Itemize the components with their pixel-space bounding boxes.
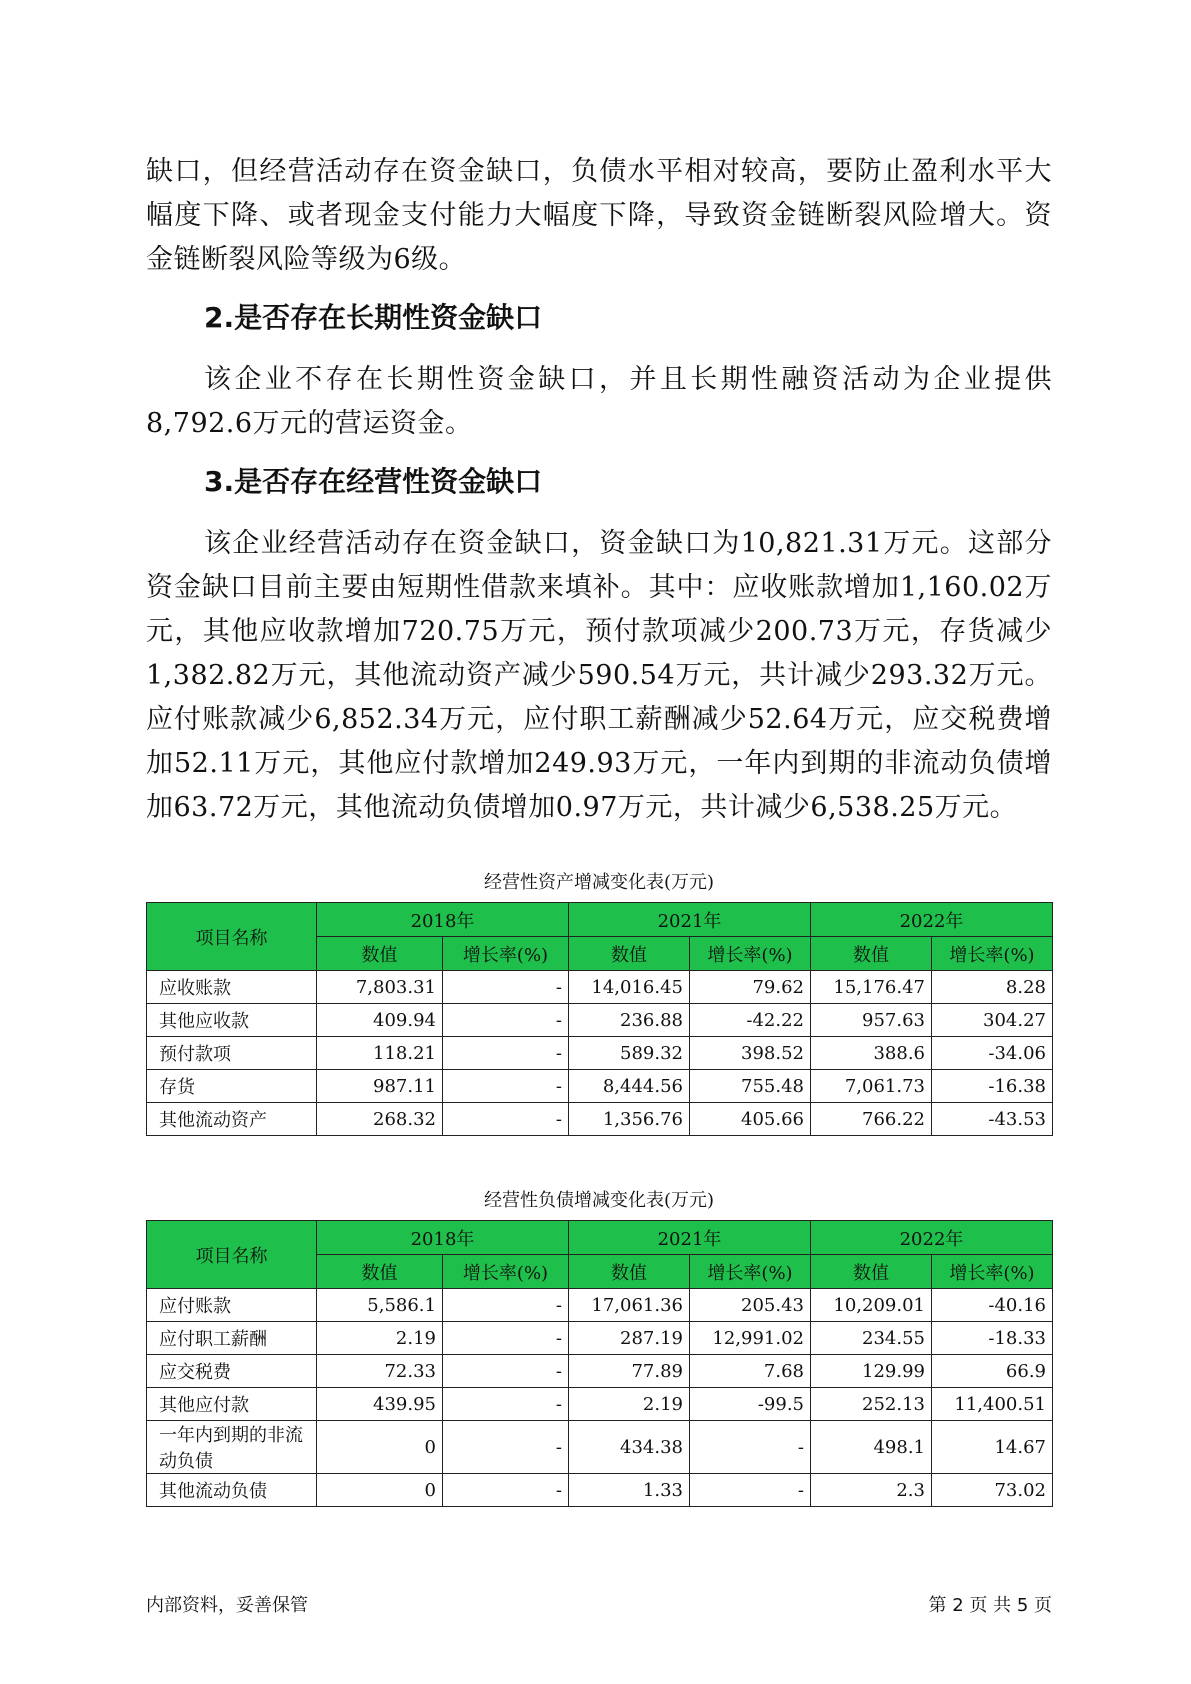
growth-rate-cell: -18.33 [932, 1322, 1053, 1355]
growth-rate-cell: 12,991.02 [690, 1322, 811, 1355]
value-subheader: 数值 [811, 937, 932, 971]
year-header: 2018年 [317, 1221, 569, 1255]
growth-rate-cell: -99.5 [690, 1388, 811, 1421]
paragraph-funding-gap-summary: 缺口，但经营活动存在资金缺口，负债水平相对较高，要防止盈利水平大幅度下降、或者现金支付能力大幅度下降，导致资金链断裂风险增大。资金链断裂风险等级为6级。 [146, 156, 1052, 275]
rate-subheader: 增长率(%) [690, 1255, 811, 1289]
paragraph-long-term-gap: 该企业不存在长期性资金缺口，并且长期性融资活动为企业提供8,792.6万元的营运资金。 [146, 364, 1052, 439]
value-cell: 957.63 [811, 1004, 932, 1037]
value-cell: 589.32 [569, 1037, 690, 1070]
growth-rate-cell: 73.02 [932, 1474, 1053, 1507]
growth-rate-cell: - [443, 1421, 569, 1474]
value-cell: 268.32 [317, 1103, 443, 1136]
value-cell: 1.33 [569, 1474, 690, 1507]
growth-rate-cell: - [443, 1070, 569, 1103]
growth-rate-cell: -40.16 [932, 1289, 1053, 1322]
rate-subheader: 增长率(%) [932, 937, 1053, 971]
year-header: 2018年 [317, 903, 569, 937]
liability-table-caption: 经营性负债增减变化表(万元) [483, 1190, 715, 1211]
section-heading-operating-gap: 3.是否存在经营性资金缺口 [204, 465, 543, 498]
year-header: 2022年 [811, 1221, 1053, 1255]
confidential-note: 内部资料，妥善保管 [146, 1595, 308, 1616]
value-subheader: 数值 [317, 1255, 443, 1289]
value-cell: 15,176.47 [811, 971, 932, 1004]
row-item-name: 存货 [147, 1070, 317, 1103]
value-cell: 987.11 [317, 1070, 443, 1103]
growth-rate-cell: - [443, 1388, 569, 1421]
year-header: 2022年 [811, 903, 1053, 937]
table-row [147, 1037, 1053, 1070]
row-item-name: 应收账款 [147, 971, 317, 1004]
item-name-header: 项目名称 [147, 903, 317, 971]
year-header: 2021年 [569, 1221, 811, 1255]
value-cell: 236.88 [569, 1004, 690, 1037]
row-item-name: 其他应收款 [147, 1004, 317, 1037]
value-cell: 234.55 [811, 1322, 932, 1355]
liability-table-section [146, 1186, 1052, 1507]
value-cell: 72.33 [317, 1355, 443, 1388]
value-cell: 766.22 [811, 1103, 932, 1136]
growth-rate-cell: -42.22 [690, 1004, 811, 1037]
table-row [147, 1289, 1053, 1322]
growth-rate-cell: - [690, 1421, 811, 1474]
asset-table-section [146, 868, 1052, 1136]
value-cell: 2.19 [569, 1388, 690, 1421]
growth-rate-cell: - [443, 1037, 569, 1070]
growth-rate-cell: 7.68 [690, 1355, 811, 1388]
value-cell: 8,444.56 [569, 1070, 690, 1103]
value-cell: 118.21 [317, 1037, 443, 1070]
section-heading-long-term-gap: 2.是否存在长期性资金缺口 [204, 301, 543, 334]
value-subheader: 数值 [317, 937, 443, 971]
table-row [147, 1322, 1053, 1355]
growth-rate-cell: - [443, 971, 569, 1004]
value-cell: 7,803.31 [317, 971, 443, 1004]
growth-rate-cell: - [443, 1355, 569, 1388]
rate-subheader: 增长率(%) [443, 1255, 569, 1289]
growth-rate-cell: - [690, 1474, 811, 1507]
value-cell: 7,061.73 [811, 1070, 932, 1103]
value-cell: 409.94 [317, 1004, 443, 1037]
asset-table-caption: 经营性资产增减变化表(万元) [483, 872, 715, 893]
rate-subheader: 增长率(%) [932, 1255, 1053, 1289]
row-item-name: 一年内到期的非流动负债 [147, 1421, 317, 1474]
liability-table-body [147, 1289, 1053, 1507]
row-item-name: 应付职工薪酬 [147, 1322, 317, 1355]
value-subheader: 数值 [569, 1255, 690, 1289]
growth-rate-cell: 304.27 [932, 1004, 1053, 1037]
growth-rate-cell: 405.66 [690, 1103, 811, 1136]
value-cell: 0 [317, 1421, 443, 1474]
table-row [147, 1070, 1053, 1103]
growth-rate-cell: 11,400.51 [932, 1388, 1053, 1421]
growth-rate-cell: 79.62 [690, 971, 811, 1004]
growth-rate-cell: 205.43 [690, 1289, 811, 1322]
value-subheader: 数值 [811, 1255, 932, 1289]
row-item-name: 应交税费 [147, 1355, 317, 1388]
table-row [147, 1004, 1053, 1037]
growth-rate-cell: - [443, 1004, 569, 1037]
growth-rate-cell: - [443, 1289, 569, 1322]
growth-rate-cell: -43.53 [932, 1103, 1053, 1136]
table-row [147, 1388, 1053, 1421]
value-cell: 10,209.01 [811, 1289, 932, 1322]
value-cell: 17,061.36 [569, 1289, 690, 1322]
year-header: 2021年 [569, 903, 811, 937]
value-cell: 5,586.1 [317, 1289, 443, 1322]
value-cell: 1,356.76 [569, 1103, 690, 1136]
table-row [147, 1355, 1053, 1388]
growth-rate-cell: 14.67 [932, 1421, 1053, 1474]
value-cell: 129.99 [811, 1355, 932, 1388]
row-item-name: 其他应付款 [147, 1388, 317, 1421]
growth-rate-cell: -34.06 [932, 1037, 1053, 1070]
value-cell: 2.19 [317, 1322, 443, 1355]
growth-rate-cell: 398.52 [690, 1037, 811, 1070]
page-footer [146, 1591, 1052, 1621]
row-item-name: 预付款项 [147, 1037, 317, 1070]
paragraph-operating-gap: 该企业经营活动存在资金缺口，资金缺口为10,821.31万元。这部分资金缺口目前主要由短期性借款来填补。其中：应收账款增加1,160.02万元，其他应收款增加720.75万元，预付款项减少200.73万元，存货减少1,382.82万元，其他流动资产减少590.54万元，共计减少293.32万元。应付账款减少6,852.34万元，应付职工薪酬减少52.64万元，应交税费增加52.11万元，其他应付款增加249.93万元，一年内到期的非流动负债增加63.72万元，其他流动负债增加0.97万元，共计减少6,538.25万元。 [146, 528, 1052, 823]
value-cell: 14,016.45 [569, 971, 690, 1004]
table-row [147, 971, 1053, 1004]
liability-change-table [146, 1220, 1053, 1507]
value-cell: 77.89 [569, 1355, 690, 1388]
row-item-name: 其他流动负债 [147, 1474, 317, 1507]
table-row [147, 1421, 1053, 1474]
page-number: 第 2 页 共 5 页 [928, 1595, 1052, 1616]
asset-table-body [147, 971, 1053, 1136]
value-cell: 498.1 [811, 1421, 932, 1474]
value-cell: 434.38 [569, 1421, 690, 1474]
table-row [147, 1103, 1053, 1136]
value-subheader: 数值 [569, 937, 690, 971]
value-cell: 252.13 [811, 1388, 932, 1421]
growth-rate-cell: 8.28 [932, 971, 1053, 1004]
table-row [147, 1474, 1053, 1507]
value-cell: 388.6 [811, 1037, 932, 1070]
growth-rate-cell: 66.9 [932, 1355, 1053, 1388]
value-cell: 2.3 [811, 1474, 932, 1507]
growth-rate-cell: - [443, 1322, 569, 1355]
growth-rate-cell: 755.48 [690, 1070, 811, 1103]
rate-subheader: 增长率(%) [443, 937, 569, 971]
item-name-header: 项目名称 [147, 1221, 317, 1289]
asset-change-table [146, 902, 1053, 1136]
document-page [146, 150, 1052, 1507]
value-cell: 439.95 [317, 1388, 443, 1421]
rate-subheader: 增长率(%) [690, 937, 811, 971]
growth-rate-cell: -16.38 [932, 1070, 1053, 1103]
growth-rate-cell: - [443, 1474, 569, 1507]
value-cell: 287.19 [569, 1322, 690, 1355]
growth-rate-cell: - [443, 1103, 569, 1136]
row-item-name: 应付账款 [147, 1289, 317, 1322]
value-cell: 0 [317, 1474, 443, 1507]
row-item-name: 其他流动资产 [147, 1103, 317, 1136]
